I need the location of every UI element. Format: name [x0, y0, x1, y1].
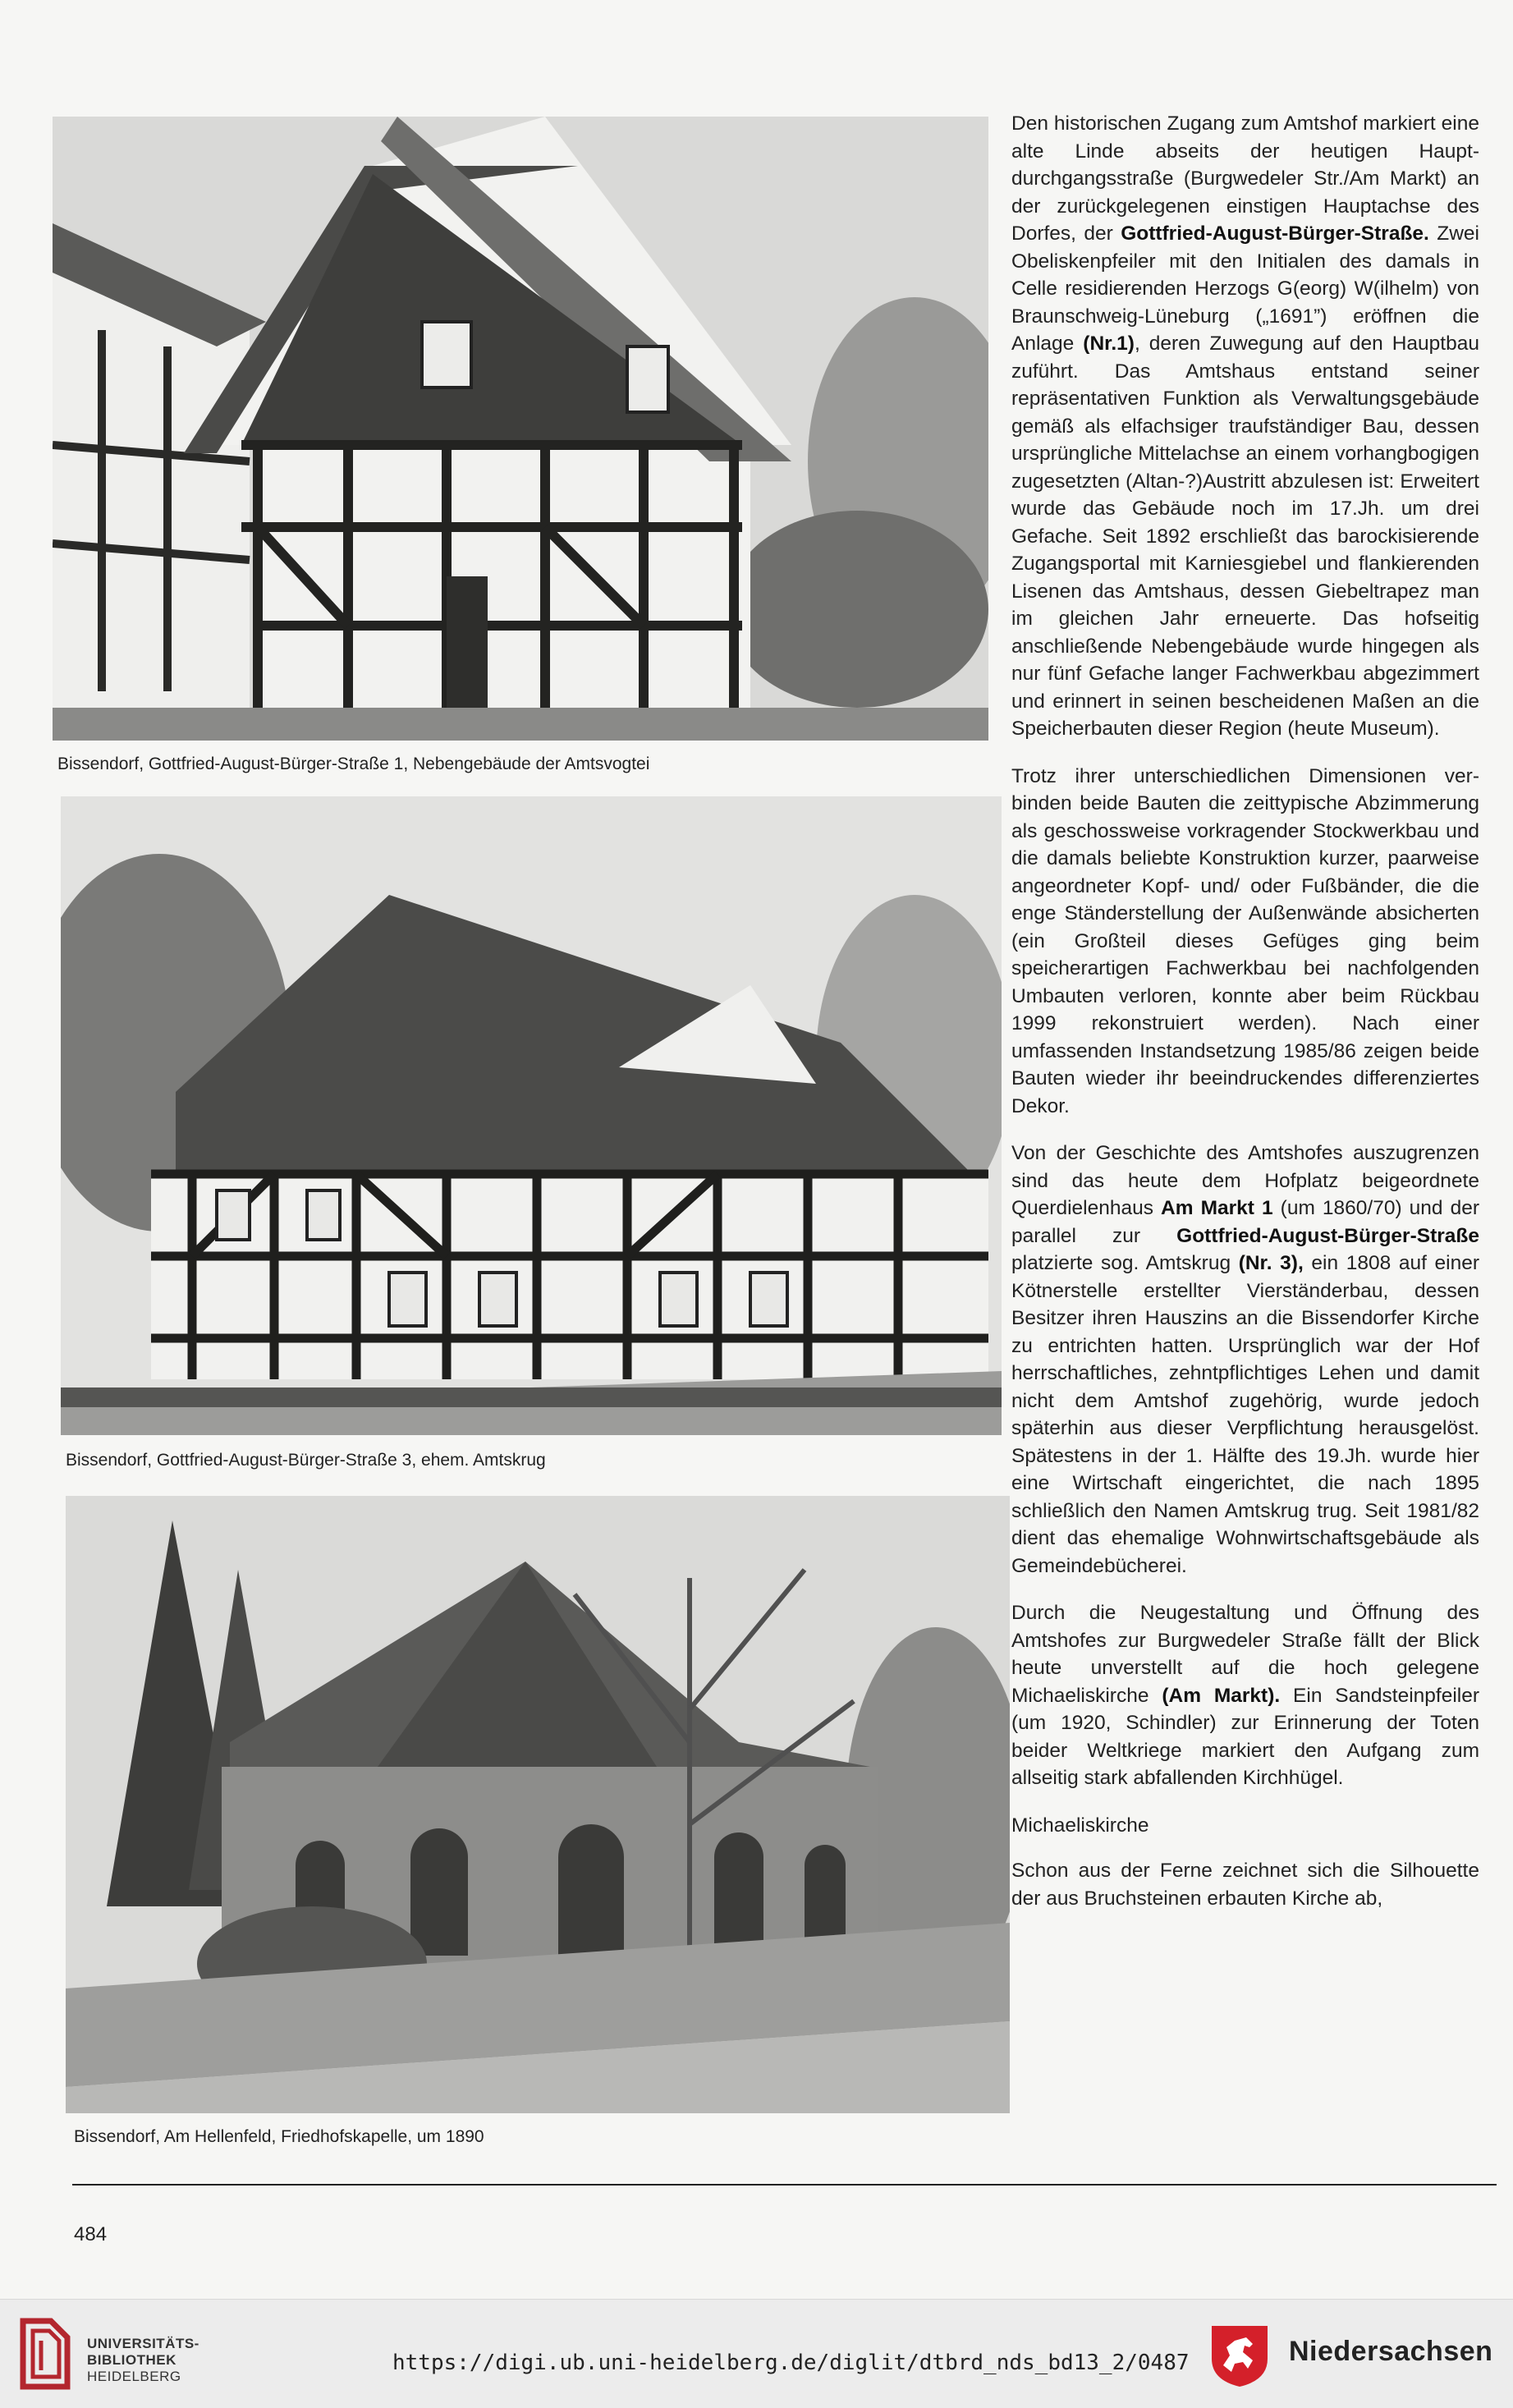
reference-nr1: (Nr.1) — [1083, 333, 1135, 355]
niedersachsen-horse-icon — [1207, 2323, 1272, 2388]
text-run: platzierte sog. Amtskrug — [1011, 1252, 1239, 1274]
caption-photo-2: Bissendorf, Gottfried-August-Bürger-Straße 3, ehem. Amtskrug — [66, 1451, 546, 1470]
text-run: Den historischen Zugang zum Amtshof markiert eine alte Linde abseits der heutigen Hauptdurchgangsstraße (Burgwedeler Str./Am Markt) an der zurückgelegenen einstigen Hauptachse des Dorfes, der — [1011, 112, 1479, 245]
address-am-markt-1: Am Markt 1 — [1161, 1197, 1273, 1219]
text-run: Durch die Neugestaltung und Öffnung des Amtshofes zur Burgwedeler Straße fällt der Blick heute unverstellt auf die hoch gelegene Michaeliskirche — [1011, 1602, 1479, 1707]
street-name-bold: Gottfried-August-Bürger-Straße. — [1121, 222, 1429, 245]
body-text-column — [1011, 110, 1479, 1932]
document-url[interactable]: https://digi.ub.uni-heidelberg.de/diglit/dtbrd_nds_bd13_2/0487 — [392, 2351, 1190, 2375]
photo-nebengebaeude-image — [53, 117, 988, 741]
text-run: , deren Zuwegung auf den Hauptbau zuführt. Das Amtshaus entstand seiner repräsentativen Funktion als Verwaltungsgebäude gemäß als elfachsiger traufständiger Bau, dessen ursprüngliche Mittelachse an einem vorhangbogigen zugesetzten (Altan-?)Austritt abzulesen ist: Erweitert wurde das Gebäude noch im 17.Jh. um drei Gefache. Seit 1892 erschließt das barockisierende Zugangsportal mit Karniesgiebel und flankierenden Lisenen das Amtshaus, dessen Giebeltrapez man im gleichen Jahr erneuerte. Das hofseitig anschließende Nebengebäude wurde hingegen als nur fünf Gefache langer Fachwerkbau abgezimmert und erinnert in seinen bescheidenen Maßen an die Speicherbauten dieser Region (heute Museum). — [1011, 333, 1479, 740]
niedersachsen-logo[interactable] — [1207, 2323, 1502, 2388]
caption-photo-3: Bissendorf, Am Hellenfeld, Friedhofskapelle, um 1890 — [74, 2127, 484, 2146]
library-name-line: HEIDELBERG — [87, 2369, 181, 2384]
ub-heidelberg-name — [87, 2336, 199, 2385]
viewer-footer — [0, 2299, 1513, 2408]
photo-amtskrug — [61, 796, 1002, 1435]
address-am-markt: (Am Markt). — [1162, 1684, 1281, 1707]
paragraph-geschichte — [1011, 1140, 1479, 1580]
niedersachsen-name: Niedersachsen — [1289, 2336, 1493, 2367]
ub-heidelberg-icon — [16, 2313, 74, 2395]
paragraph-dimensionen: Trotz ihrer unterschiedlichen Dimensionen verbinden beide Bauten die zeittypische Abzimmerung als geschossweise vorkragender Stockwerkbau und die damals beliebte Konstruktion kurzer, paarweise angeordneter Kopf- und/ oder Fußbänder, die die enge Ständerstellung der Außenwände absicherten (ein Großteil dieses Gefüges ging beim speicherartigen Fachwerkbau bei nachfolgenden Umbauten verloren, konnte aber beim Rückbau 1999 rekonstruiert werden). Nach einer umfassenden Instandsetzung 1985/86 zeigen beide Bauten wieder ihr beeindruckendes differenziertes Dekor. — [1011, 764, 1479, 1117]
footer-rule — [72, 2184, 1497, 2186]
street-name-bold: Gottfried-August-Bürger-Straße — [1176, 1224, 1479, 1247]
text-run: Zwei Obeliskenpfeiler mit den Initialen des damals in Celle residierenden Herzogs G(eorg) W(ilhelm) von Braunschweig-Lüneburg („1691”) eröffnen die Anlage — [1011, 222, 1479, 355]
paragraph-michaeliskirche: Schon aus der Ferne zeichnet sich die Silhouette der aus Bruchsteinen erbauten Kirche ab, — [1011, 1860, 1479, 1910]
library-name-line: UNIVERSITÄTS- — [87, 2336, 199, 2351]
paragraph-neugestaltung — [1011, 1599, 1479, 1792]
photo-friedhofskapelle-image — [66, 1496, 1010, 2113]
text-run: Von der Geschichte des Amtshofes auszugrenzen sind das heute dem Hofplatz beigeordnete Querdielenhaus — [1011, 1142, 1479, 1219]
caption-photo-1: Bissendorf, Gottfried-August-Bürger-Straße 1, Nebengebäude der Amtsvogtei — [57, 755, 650, 773]
section-heading-michaeliskirche: Michaeliskirche — [1011, 1814, 1149, 1837]
page-number: 484 — [74, 2223, 108, 2245]
library-name-line: BIBLIOTHEK — [87, 2352, 177, 2368]
ub-heidelberg-logo[interactable] — [16, 2313, 213, 2395]
photo-amtskrug-image — [61, 796, 1002, 1435]
text-run: Ein Sandsteinpfeiler (um 1920, Schindler) zur Erinnerung der Toten beider Weltkriege markiert den Aufgang zum allseitig stark abfallenden Kirchhügel. — [1011, 1684, 1480, 1789]
paragraph-amtshof-zugang — [1011, 110, 1479, 743]
photo-friedhofskapelle — [66, 1496, 1010, 2113]
photo-nebengebaeude — [53, 117, 988, 741]
text-run: ein 1808 auf einer Kötnerstelle erstellter Vierständerbau, dessen Besitzer ihren Hauszins an die Bissendorfer Kirche zu entrichten hatten. Ursprünglich war der Hof herrschaftliches, zehntpflichtiges Lehen und damit nicht dem Amtshof zugehörig, wurde jedoch späterhin aus dieser Verpflichtung herausgelöst. Spätestens in der 1. Hälfte des 19.Jh. wurde hier eine Wirtschaft eingerichtet, die nach 1895 schließlich den Namen Amtskrug trug. Seit 1981/82 dient das ehemalige Wohnwirtschaftsgebäude als Gemeindebücherei. — [1011, 1252, 1479, 1577]
text-run: (um 1860/70) und der parallel zur — [1011, 1197, 1480, 1247]
reference-nr3: (Nr. 3), — [1238, 1252, 1304, 1274]
